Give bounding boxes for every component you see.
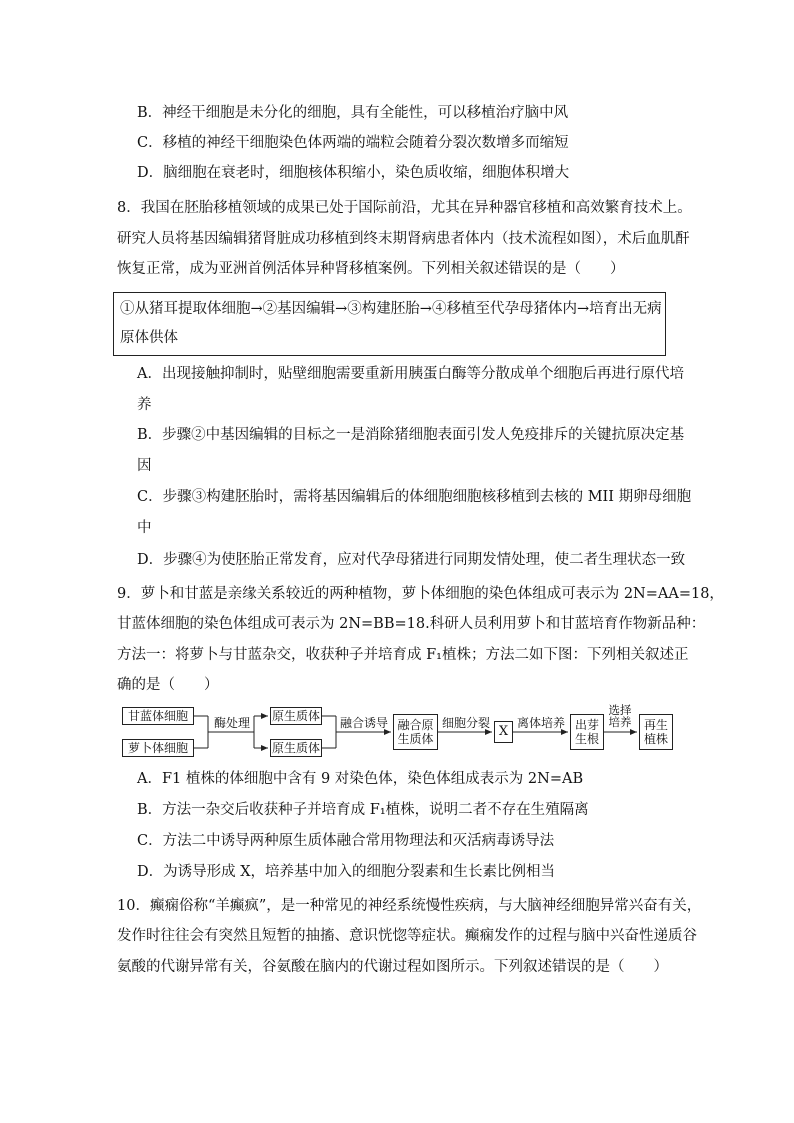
q8-stem-line1: 8．我国在胚胎移植领域的成果已处于国际前沿，尤其在异种器官移植和高效繁育技术上。 <box>117 200 692 216</box>
q9-protoplast-box-1: 原生质体 <box>271 709 320 723</box>
q9-in-vitro-culture-label: 离体培养 <box>516 716 565 730</box>
q8-option-b-line2: 因 <box>137 458 152 474</box>
q9-radish-cell-box: 萝卜体细胞 <box>122 739 194 757</box>
q10-stem-line1: 10．癫痫俗称“羊癫疯”，是一种常见的神经系统慢性疾病，与大脑神经细胞异常兴奋有关， <box>117 898 702 914</box>
q7-option-d: D．脑细胞在衰老时，细胞核体积缩小，染色质收缩，细胞体积增大 <box>137 165 570 181</box>
q9-stem-line4: 确的是（ ） <box>117 677 219 693</box>
q9-x-box: X <box>494 721 513 743</box>
q9-sprout-root-box: 出芽生根 <box>570 714 604 750</box>
q9-cabbage-cell-box: 甘蓝体细胞 <box>122 707 194 725</box>
q7-option-b: B．神经干细胞是未分化的细胞，具有全能性，可以移植治疗脑中风 <box>137 105 569 121</box>
q9-stem-line3: 方法一：将萝卜与甘蓝杂交，收获种子并培育成 F₁植株；方法二如下图：下列相关叙述正 <box>117 647 689 663</box>
q8-option-a-line1: A．出现接触抑制时，贴壁细胞需要重新用胰蛋白酶等分散成单个细胞后再进行原代培 <box>137 366 684 382</box>
q10-stem-line3: 氨酸的代谢异常有关，谷氨酸在脑内的代谢过程如图所示。下列叙述错误的是（ ） <box>117 959 668 975</box>
q8-option-c-line1: C．步骤③构建胚胎时，需将基因编辑后的体细胞细胞核移植到去核的 MII 期卵母细胞 <box>137 489 692 505</box>
q9-fusion-induction-label: 融合诱导 <box>339 716 388 730</box>
q9-option-a: A．F1 植株的体细胞中含有 9 对染色体，染色体组成表示为 2N=AB <box>137 771 584 787</box>
q8-stem-line2: 研究人员将基因编辑猪肾脏成功移植到终末期肾病患者体内（技术流程如图），术后血肌酐 <box>117 231 690 247</box>
q8-option-b-line1: B．步骤②中基因编辑的目标之一是消除猪细胞表面引发人免疫排斥的关键抗原决定基 <box>137 427 685 443</box>
q8-option-d: D．步骤④为使胚胎正常发育，应对代孕母猪进行同期发情处理，使二者生理状态一致 <box>137 552 686 568</box>
q9-option-d: D．为诱导形成 X，培养基中加入的细胞分裂素和生长素比例相当 <box>137 864 556 880</box>
q9-enzyme-treatment-label: 酶处理 <box>213 716 250 730</box>
q8-stem-line3: 恢复正常，成为亚洲首例活体异种肾移植案例。下列相关叙述错误的是（ ） <box>117 261 625 277</box>
q9-option-c: C．方法二中诱导两种原生质体融合常用物理法和灭活病毒诱导法 <box>137 833 555 849</box>
q9-fused-protoplast-box: 融合原生质体 <box>393 714 438 750</box>
q8-process-box <box>113 292 666 356</box>
q8-option-c-line2: 中 <box>137 520 152 536</box>
q9-stem-line1: 9．萝卜和甘蓝是亲缘关系较近的两种植物，萝卜体细胞的染色体组成可表示为 2N=AA=18， <box>117 586 724 602</box>
q9-selective-culture-label: 选择培养 <box>608 703 632 729</box>
q10-stem-line2: 发作时往往会有突然且短暂的抽搐、意识恍惚等症状。癫痫发作的过程与脑中兴奋性递质谷 <box>117 928 697 944</box>
q9-stem-line2: 甘蓝体细胞的染色体组成可表示为 2N=BB=18.科研人员利用萝卜和甘蓝培育作物新品种： <box>117 616 706 632</box>
q9-protoplast-box-2: 原生质体 <box>271 741 320 755</box>
q8-option-a-line2: 养 <box>137 397 152 413</box>
q9-cell-division-label: 细胞分裂 <box>441 716 490 730</box>
q8-process-line2: 原体供体 <box>120 330 178 346</box>
q9-option-b: B．方法一杂交后收获种子并培育成 F₁植株，说明二者不存在生殖隔离 <box>137 802 589 818</box>
q8-process-line1: ①从猪耳提取体细胞→②基因编辑→③构建胚胎→④移植至代孕母猪体内→培育出无病 <box>120 301 662 317</box>
q7-option-c: C．移植的神经干细胞染色体两端的端粒会随着分裂次数增多而缩短 <box>137 135 569 151</box>
q9-regenerated-plant-box: 再生植株 <box>639 714 673 750</box>
